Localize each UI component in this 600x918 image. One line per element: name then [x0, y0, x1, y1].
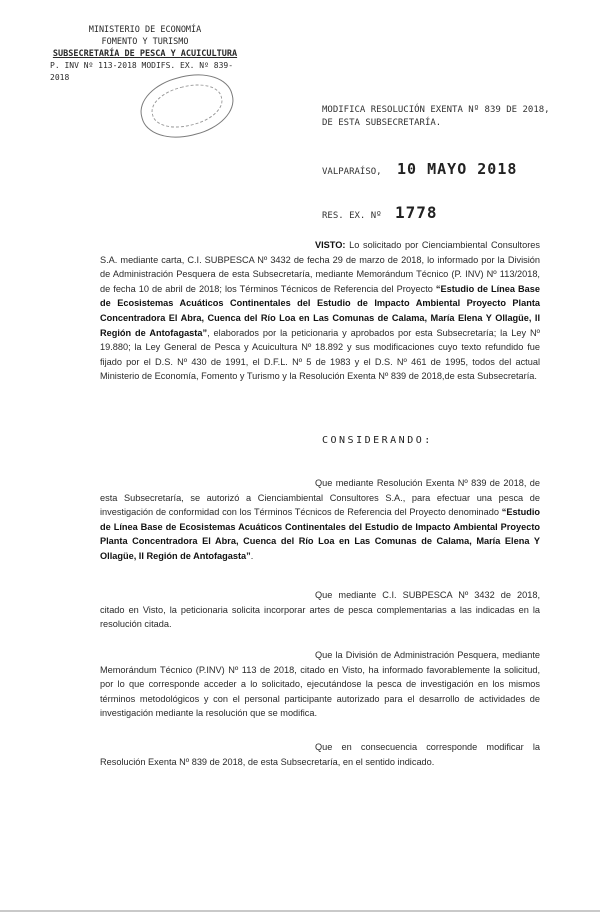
visto-label: VISTO:	[315, 240, 346, 250]
place: VALPARAÍSO,	[322, 167, 382, 177]
place-date	[322, 160, 517, 178]
considerando-1	[100, 476, 540, 564]
letterhead-ministry-sub: FOMENTO Y TURISMO	[101, 37, 189, 47]
considerando-3-paragraph: Que la División de Administración Pesquera, mediante Memorándum Técnico (P.INV) Nº 113 de 2018, citado en Visto, ha informado favorablemente la solicitud, por lo que corresponde acceder a lo solicitado, ejecutándose la pesca de investigación en los mismos términos metodológicos y con el personal participante autorizado para el desarrollo de actividades de investigación mediante la resolución que se modifica.	[100, 650, 540, 719]
letterhead-reference: P. INV Nº 113-2018 MODIFS. EX. Nº 839-2018	[50, 61, 234, 82]
c1-text-1: Que mediante Resolución Exenta Nº 839 de 2018, de esta Subsecretaría, se autorizó a Cienciambiental Consultores S.A., para efectuar una pesca de investigación de conformidad con los Términos Técnicos de Referencia del Proyecto denominado	[100, 478, 540, 518]
c1-text-2: .	[250, 550, 254, 561]
resolution-number-label: RES. EX. Nº	[322, 211, 382, 221]
subject-line-1: MODIFICA RESOLUCIÓN EXENTA Nº 839 DE 2018,	[322, 105, 550, 115]
visto-text-2: , elaborados por la peticionaria y aprobados por esta Subsecretaría; la Ley Nº 19.880; la Ley General de Pesca y Acuicultura Nº 18.892 y sus modificaciones cuyo texto refundido fue fijado por el D.S. Nº 430 de 1991, el D.F.L. Nº 5 de 1983 y el D.S. Nº 461 de 1995, todos del actual Ministerio de Economía, Fomento y Turismo y la Resolución Exenta Nº 839 de 2018,de esta Subsecretaría.	[100, 327, 540, 382]
considerando-2	[100, 588, 540, 632]
considerando-3	[100, 648, 540, 721]
considerando-4	[100, 740, 540, 769]
date-stamp: 10 MAYO 2018	[397, 160, 518, 178]
considerando-4-paragraph: Que en consecuencia corresponde modificar la Resolución Exenta Nº 839 de 2018, de esta Subsecretaría, en el sentido indicado.	[100, 742, 540, 767]
resolution-subject	[322, 104, 572, 130]
visto-paragraph	[100, 238, 540, 384]
considerando-1-paragraph	[100, 476, 540, 564]
subject-line-2: DE ESTA SUBSECRETARÍA.	[322, 118, 442, 128]
resolution-number	[322, 203, 438, 222]
considerando-heading: CONSIDERANDO:	[322, 435, 433, 446]
c1-project-title: “Estudio de Línea Base de Ecosistemas Acuáticos Continentales del Estudio de Impacto Ambiental Proyecto Planta Concentradora El Abra, Cuenca del Río Loa en Las Comunas de Calama, María Elena Y Ollagüe, II Región de Antofagasta”	[100, 507, 540, 561]
scan-edge	[0, 910, 600, 912]
official-seal-inner-ring	[147, 78, 227, 134]
visto-section	[100, 238, 540, 384]
visto-project-title: “Estudio de Línea Base de Ecosistemas Acuáticos Continentales del Estudio de Impacto Ambiental Proyecto Planta Concentradora El Abra, Cuenca del Río Loa en Las Comunas de Calama, María Elena Y Ollagüe, II Región de Antofagasta”	[100, 283, 540, 338]
considerando-2-paragraph: Que mediante C.I. SUBPESCA Nº 3432 de 2018, citado en Visto, la peticionaria solicita incorporar artes de pesca complementarias a las indicadas en la resolución citada.	[100, 590, 540, 630]
resolution-number-value: 1778	[395, 203, 438, 222]
letterhead-subsecretariat: SUBSECRETARÍA DE PESCA Y ACUICULTURA	[52, 49, 238, 59]
visto-text-1: Lo solicitado por Cienciambiental Consultores S.A. mediante carta, C.I. SUBPESCA Nº 3432 de fecha 29 de marzo de 2018, lo informado por la División de Administración Pesquera de esta Subsecretaría, mediante Memorándum Técnico (P. INV) Nº 113/2018, de fecha 10 de abril de 2018; los Términos Técnicos de Referencia del Proyecto	[100, 240, 540, 294]
letterhead-ministry: MINISTERIO DE ECONOMÍA	[88, 25, 202, 35]
